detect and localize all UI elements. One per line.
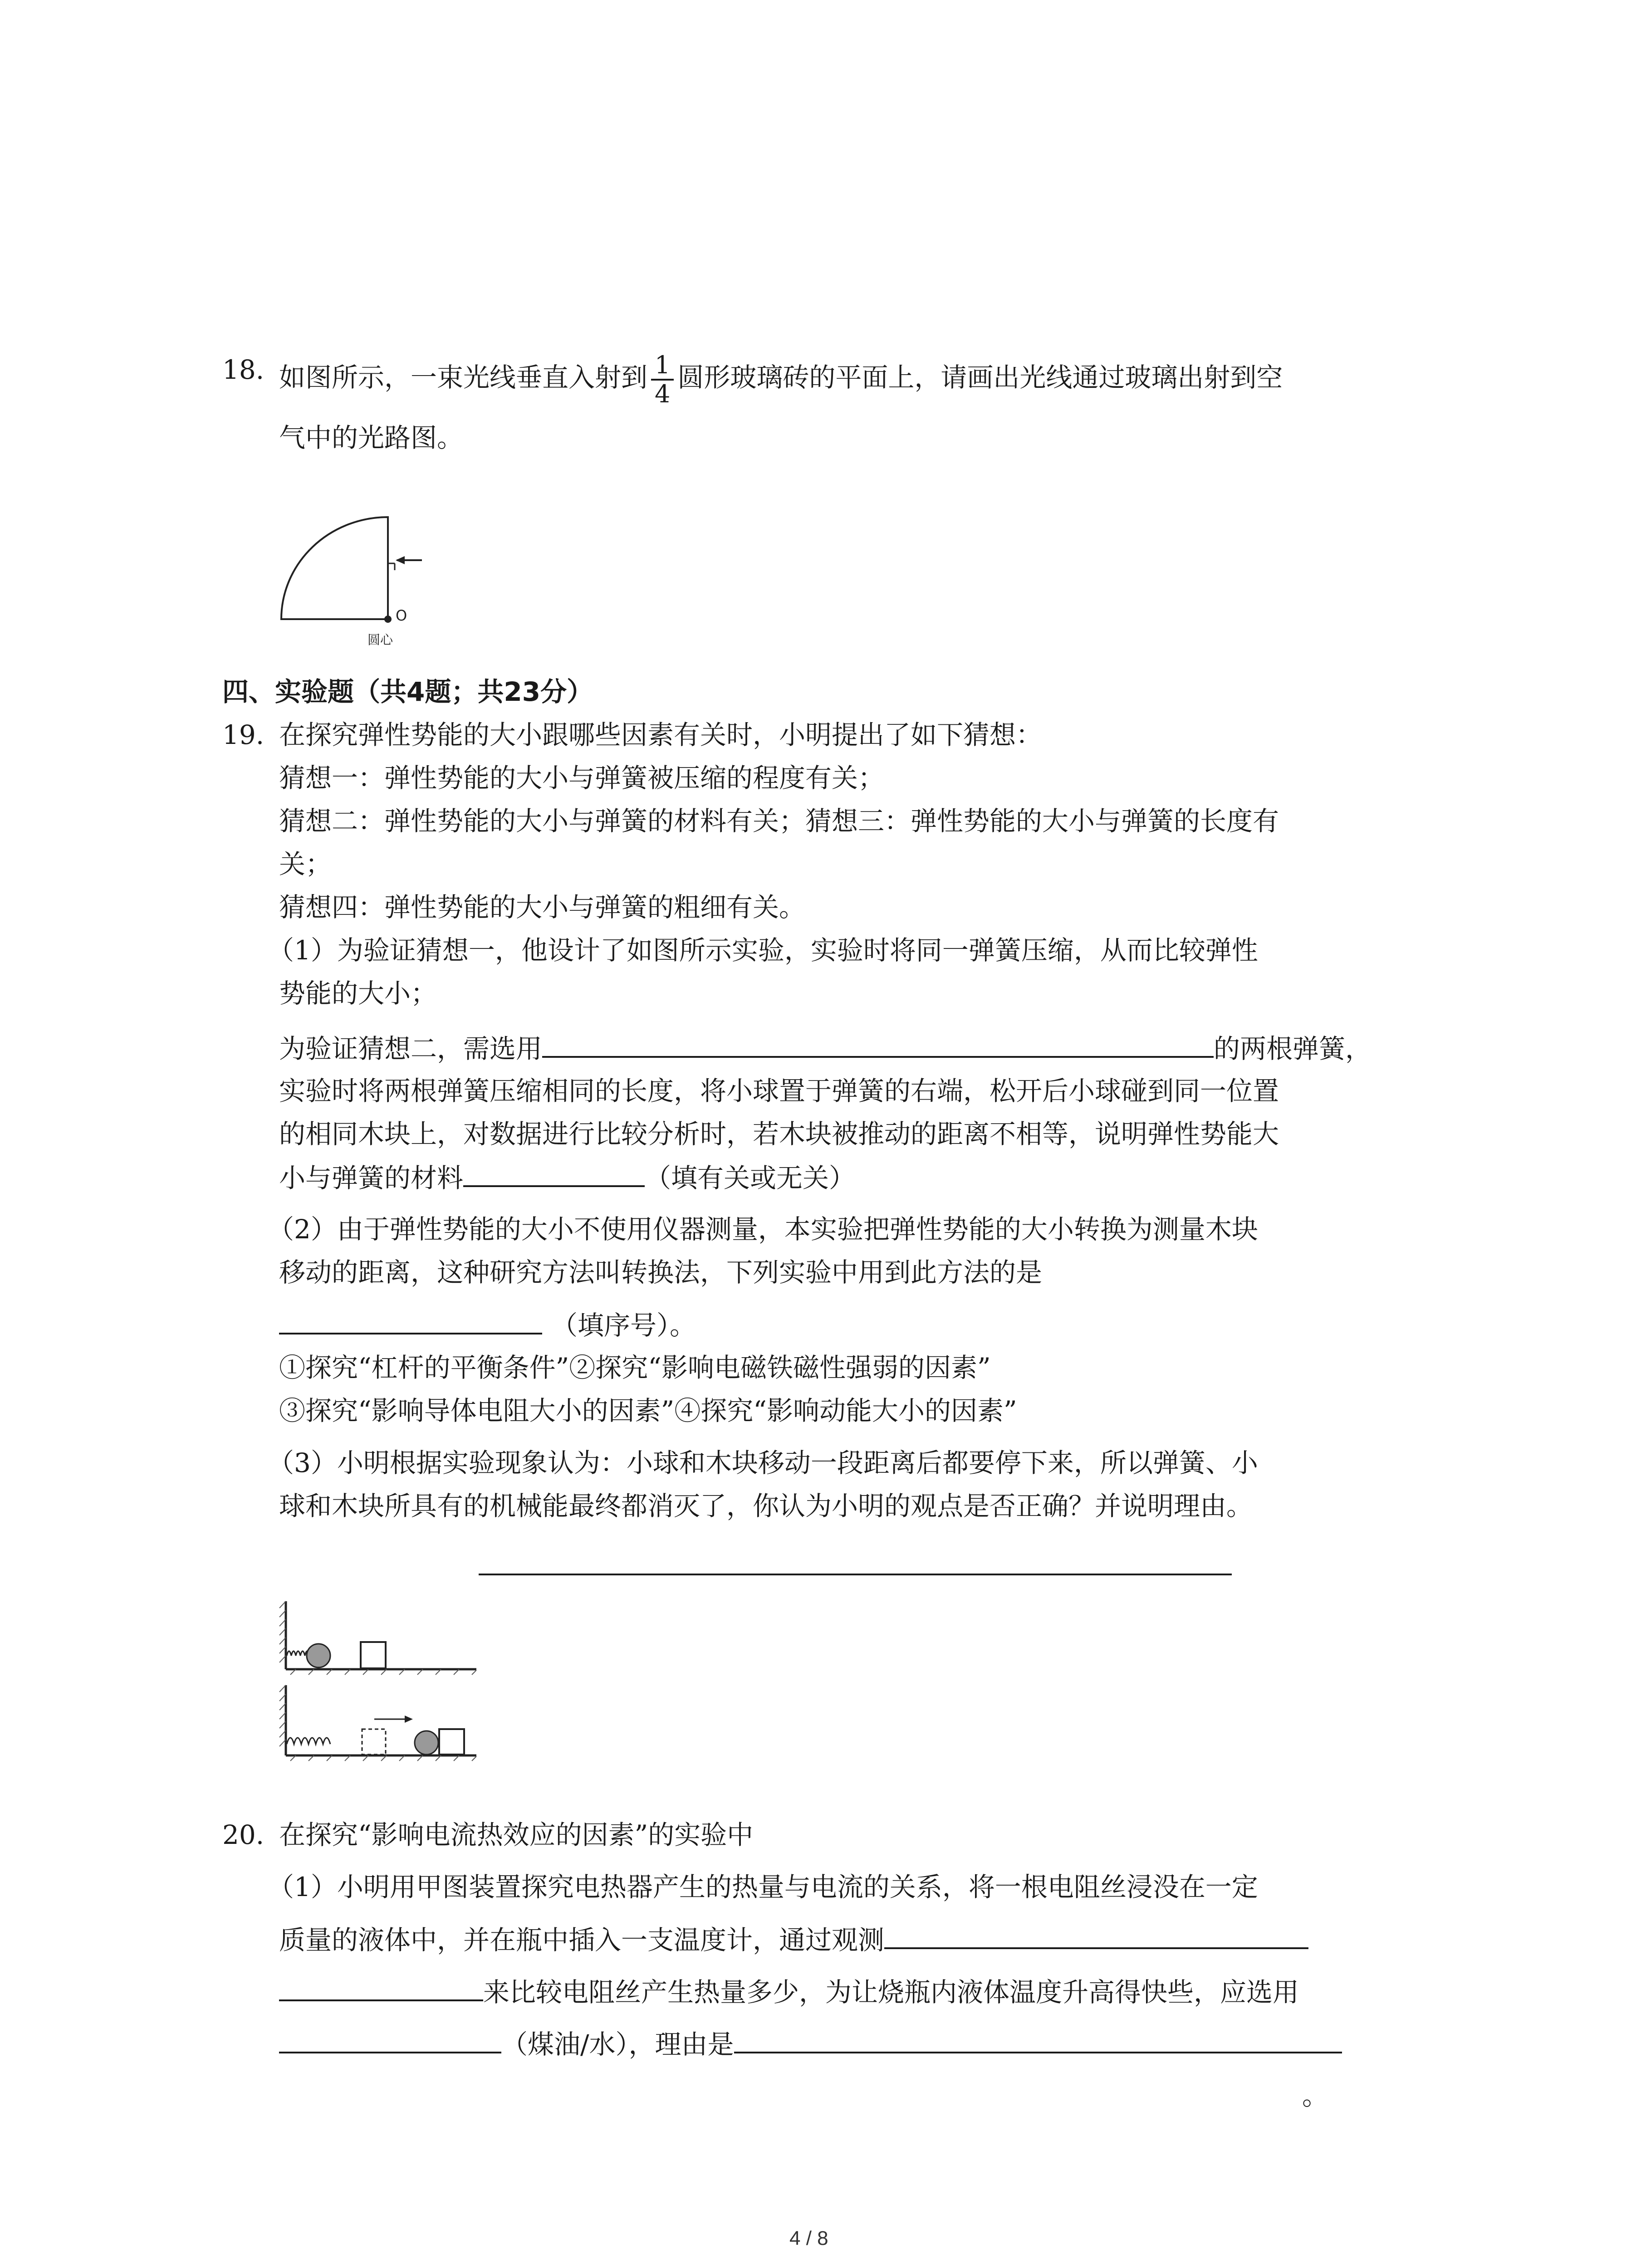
answer-blank-observation-2[interactable]	[279, 1973, 483, 2001]
q19-options-3-4: ③探究“影响导体电阻大小的因素”④探究“影响动能大小的因素”	[279, 1395, 1017, 1426]
q19-part2-line2: 移动的距离，这种研究方法叫转换法，下列实验中用到此方法的是	[279, 1257, 1043, 1288]
quarter-circle-glass	[281, 517, 388, 619]
q20-part1-line3	[279, 1973, 1299, 2010]
block-moved	[439, 1729, 464, 1755]
fraction-denominator: 4	[655, 380, 671, 408]
q20-part1-line3-post: 来比较电阻丝产生热量多少，为让烧瓶内液体温度升高得快些，应选用	[483, 1977, 1299, 2008]
motion-arrowhead	[405, 1716, 413, 1723]
label-o: O	[396, 607, 407, 624]
answer-blank-liquid-choice[interactable]	[279, 2025, 501, 2053]
q19-part1-line1: （1）为验证猜想一，他设计了如图所示实验，实验时将同一弹簧压缩，从而比较弹性	[268, 935, 1258, 966]
q20-part1-line5: 。	[1302, 2080, 1329, 2111]
answer-blank-material-relation[interactable]	[463, 1159, 645, 1187]
q19-part1-line2: 势能的大小；	[279, 978, 437, 1009]
answer-blank-spring-choice[interactable]	[542, 1030, 1214, 1058]
q19-number: 19.	[222, 719, 265, 750]
q19-part1-line6-post: （填有关或无关）	[645, 1163, 856, 1193]
quarter-circle-glass-figure	[272, 508, 436, 658]
q19-guess2-line1: 猜想二：弹性势能的大小与弹簧的材料有关；猜想三：弹性势能的大小与弹簧的长度有	[279, 806, 1279, 836]
q19-guess1: 猜想一：弹性势能的大小与弹簧被压缩的程度有关；	[279, 763, 885, 793]
spring-compressed	[287, 1651, 309, 1656]
q19-part1-line3-pre: 为验证猜想二，需选用	[279, 1033, 543, 1064]
answer-blank-observation-1[interactable]	[884, 1921, 1308, 1949]
q18-line2: 气中的光路图。	[279, 422, 464, 453]
ball-bottom	[415, 1731, 438, 1755]
q19-part3-line1: （3）小明根据实验现象认为：小球和木块移动一段距离后都要停下来，所以弹簧、小	[268, 1447, 1258, 1478]
block-top	[361, 1642, 386, 1668]
spring-released	[287, 1738, 330, 1744]
answer-blank-reason[interactable]	[479, 1572, 1232, 1575]
q20-stem: 在探究“影响电流热效应的因素”的实验中	[279, 1819, 754, 1850]
q18-number: 18.	[222, 354, 265, 385]
answer-blank-reason-liquid[interactable]	[734, 2025, 1342, 2053]
q19-part1-line3-post: 的两根弹簧，	[1214, 1033, 1372, 1064]
q18-line1-post: 圆形玻璃砖的平面上，请画出光线通过玻璃出射到空	[677, 362, 1283, 393]
q19-part1-line3	[279, 1030, 1372, 1067]
q19-part1-line4: 实验时将两根弹簧压缩相同的长度，将小球置于弹簧的右端，松开后小球碰到同一位置	[279, 1075, 1279, 1106]
q20-number: 20.	[222, 1819, 265, 1850]
q18-line1	[279, 352, 1283, 408]
q19-guess4: 猜想四：弹性势能的大小与弹簧的粗细有关。	[279, 892, 806, 923]
block-original-position	[362, 1729, 386, 1755]
q19-options-1-2: ①探究“杠杆的平衡条件”②探究“影响电磁铁磁性强弱的因素”	[279, 1352, 991, 1383]
page-number: 4 / 8	[789, 2227, 828, 2249]
q20-part1-line1: （1）小明用甲图装置探究电热器产生的热量与电流的关系，将一根电阻丝浸没在一定	[268, 1872, 1258, 1902]
q19-part1-line6	[279, 1159, 855, 1196]
q19-part2-line3-post: （填序号）。	[551, 1310, 696, 1341]
q19-part3-line2: 球和木块所具有的机械能最终都消灭了，你认为小明的观点是否正确？并说明理由。	[279, 1491, 1253, 1521]
q20-part1-line4	[279, 2025, 1342, 2063]
q20-part1-line4-mid: （煤油/水），理由是	[501, 2029, 734, 2060]
ball-top	[307, 1644, 330, 1667]
q20-part1-line2-pre: 质量的液体中，并在瓶中插入一支温度计，通过观测	[279, 1925, 885, 1955]
section-4-title: 四、实验题（共4题；共23分）	[222, 676, 593, 707]
q19-stem: 在探究弹性势能的大小跟哪些因素有关时，小明提出了如下猜想：	[279, 719, 1043, 750]
q19-part2-line3	[279, 1306, 696, 1344]
fraction-numerator: 1	[651, 352, 674, 381]
q20-part1-line2	[279, 1921, 1308, 1958]
spring-ball-block-figure	[277, 1597, 481, 1765]
q19-part1-line6-pre: 小与弹簧的材料	[279, 1163, 464, 1193]
q19-part1-line5: 的相同木块上，对数据进行比较分析时，若木块被推动的距离不相等，说明弹性势能大	[279, 1119, 1279, 1149]
q19-guess2-line2: 关；	[279, 849, 332, 880]
q19-part2-line1: （2）由于弹性势能的大小不使用仪器测量，本实验把弹性势能的大小转换为测量木块	[268, 1214, 1258, 1245]
incident-ray-arrowhead	[396, 556, 405, 564]
label-center: 圆心	[367, 632, 393, 647]
answer-blank-method-choice[interactable]	[279, 1306, 542, 1334]
quarter-fraction	[651, 352, 674, 408]
q18-line1-pre: 如图所示，一束光线垂直入射到	[279, 362, 648, 393]
center-point	[384, 616, 392, 623]
